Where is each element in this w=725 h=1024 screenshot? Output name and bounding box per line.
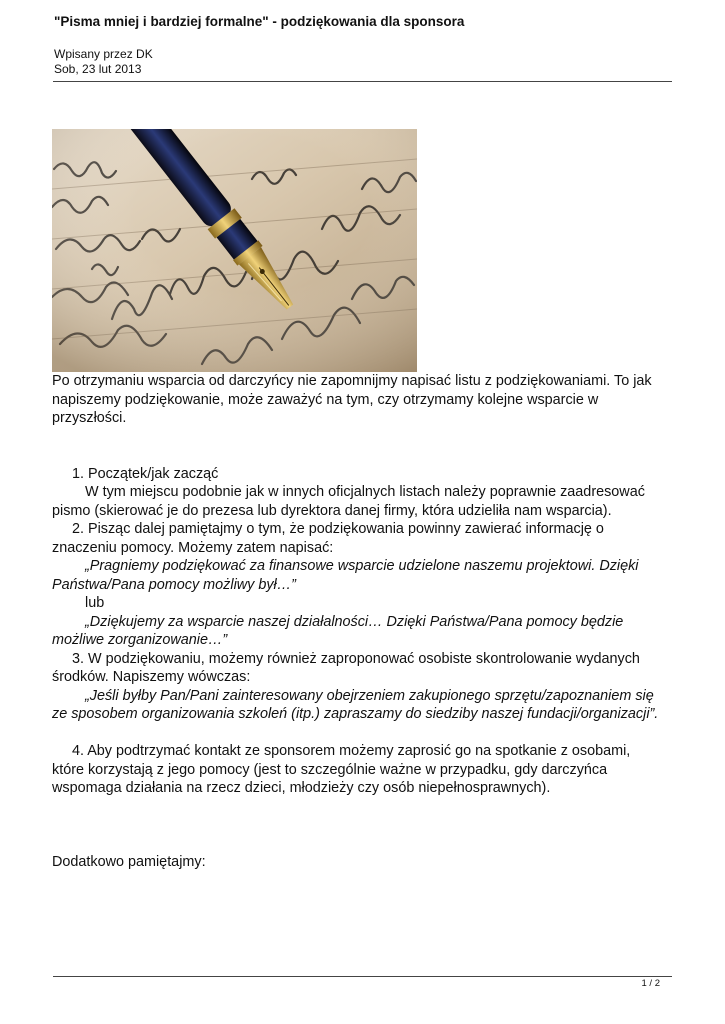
list-item-4-lead: 4. Aby podtrzymać kontakt ze sponsorem możemy zaprosić go na spotkanie z osobami, [72, 743, 631, 759]
author-line: Wpisany przez DK [54, 47, 153, 61]
list-item-4-line-2: które korzystają z jego pomocy (jest to szczególnie ważne w przypadku, gdy darczyńca [52, 761, 608, 778]
intro-paragraph: Po otrzymaniu wsparcia od darczyńcy nie zapomnijmy napisać listu z podziękowaniami. To jak napiszemy podziękowanie, może zaważyć na tym, czy otrzymamy kolejne wsparcie w przyszłości. [52, 373, 652, 426]
list-item-2-text: znaczeniu pomocy. Możemy zatem napisać: [52, 539, 334, 556]
or-separator: lub [85, 595, 105, 611]
list-item-3-lead: 3. W podziękowaniu, możemy również zaproponować osobiste skontrolowanie wydanych [72, 650, 640, 667]
example-quote-2: możliwe zorganizowanie…” [52, 632, 228, 648]
list-item-1-text: pismo (skierować je do prezesa lub dyrektora danej firmy, która udzieliła nam wsparcia). [52, 502, 612, 519]
example-quote-1: Państwa/Pana pomocy możliwy był…” [52, 576, 296, 593]
spacer [52, 798, 674, 835]
list-item-1-heading: 1. Początek/jak zacząć [72, 465, 219, 482]
list-item-4-line-3: wspomaga działania na rzecz dzieci, młodzieży czy osób niepełnosprawnych). [52, 780, 551, 796]
list-item-2-lead: 2. Pisząc dalej pamiętajmy o tym, że podziękowania powinny zawierać informację o [72, 521, 604, 537]
page-number: 1 / 2 [641, 978, 660, 989]
document-title: "Pisma mniej i bardziej formalne" - podziękowania dla sponsora [54, 14, 465, 29]
example-quote-3-lead: „Jeśli byłby Pan/Pani zainteresowany obejrzeniem zakupionego sprzętu/zapoznaniem się [85, 687, 654, 704]
footer-divider [53, 976, 672, 977]
example-quote-3: ze sposobem organizowania szkoleń (itp.) zapraszamy do siedziby naszej fundacji/organizacji”. [52, 706, 659, 722]
list-item-3-text: środków. Napiszemy wówczas: [52, 669, 251, 685]
spacer [52, 428, 674, 465]
list-item-1-text-lead: W tym miejscu podobnie jak w innych oficjalnych listach należy poprawnie zaadresować [85, 484, 645, 500]
fountain-pen-photo [52, 129, 417, 372]
publish-date: Sob, 23 lut 2013 [54, 62, 142, 76]
article-body [52, 372, 674, 872]
spacer [52, 835, 674, 854]
closing-line: Dodatkowo pamiętajmy: [52, 854, 206, 870]
example-quote-1-lead: „Pragniemy podziękować za finansowe wsparcie udzielone naszemu projektowi. Dzięki [85, 558, 639, 574]
spacer [52, 724, 674, 743]
header-divider [53, 81, 672, 82]
example-quote-2-lead: „Dziękujemy za wsparcie naszej działalności… Dzięki Państwa/Pana pomocy będzie [85, 613, 624, 630]
